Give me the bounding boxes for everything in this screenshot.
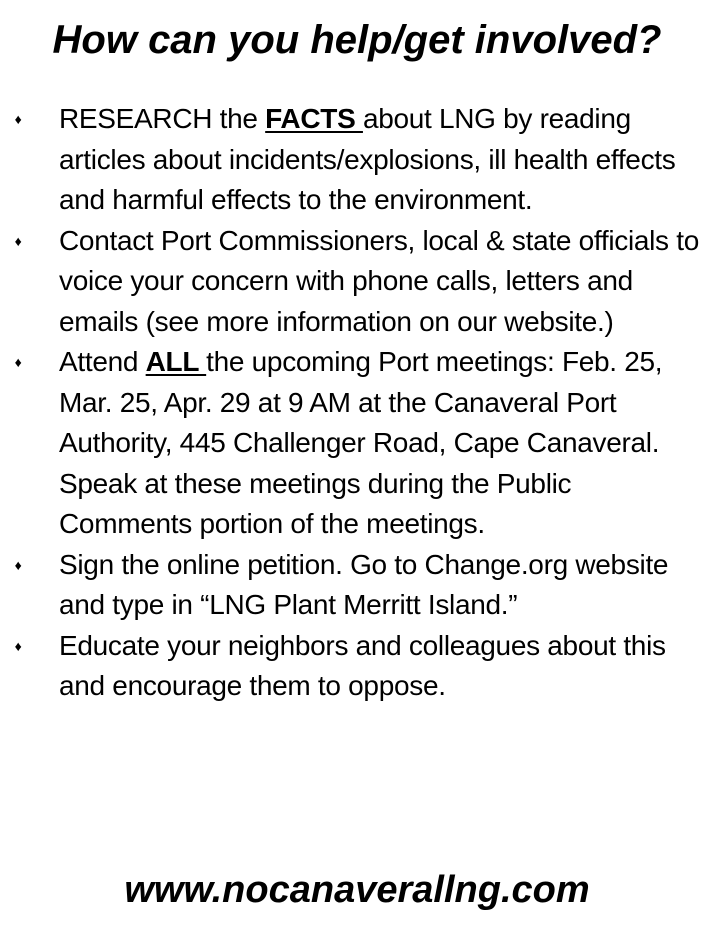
diamond-bullet-icon: ♦ — [14, 111, 22, 127]
item-text: the upcoming Port meetings: Feb. 25, Mar. 25, Apr. 29 at 9 AM at the Canaveral Port Authority, 445 Challenger Road, Cape Canaveral. Speak at these meetings during the Public Comments portion of the meetings. — [59, 346, 663, 539]
item-text: Sign the online petition. Go to Change.org website and type in “LNG Plant Merritt Island.” — [59, 548, 669, 620]
emphasis-all: ALL — [145, 346, 207, 377]
diamond-bullet-icon: ♦ — [14, 637, 22, 654]
list-item-attend — [0, 342, 714, 545]
list-item-educate — [0, 626, 714, 707]
item-text: Educate your neighbors and colleagues about this and encourage them to oppose. — [59, 629, 666, 701]
diamond-bullet-icon: ♦ — [14, 354, 22, 370]
item-text: Contact Port Commissioners, local & state officials to voice your concern with phone calls, letters and emails (see more information on our website.) — [59, 224, 699, 337]
list-item-contact — [0, 221, 714, 343]
action-list — [0, 99, 714, 707]
item-text: Attend — [59, 346, 146, 377]
page-title: How can you help/get involved? — [52, 18, 662, 62]
website-url: www.nocanaverallng.com — [124, 869, 590, 911]
diamond-bullet-icon: ♦ — [14, 556, 22, 573]
item-text: about LNG by reading articles about incidents/explosions, ill health effects and harmful effects to the environment. — [59, 103, 676, 215]
diamond-bullet-icon: ♦ — [14, 232, 22, 249]
list-item-petition — [0, 545, 714, 626]
emphasis-facts: FACTS — [265, 103, 363, 134]
item-text: RESEARCH the — [59, 103, 266, 134]
list-item-research — [0, 99, 714, 221]
